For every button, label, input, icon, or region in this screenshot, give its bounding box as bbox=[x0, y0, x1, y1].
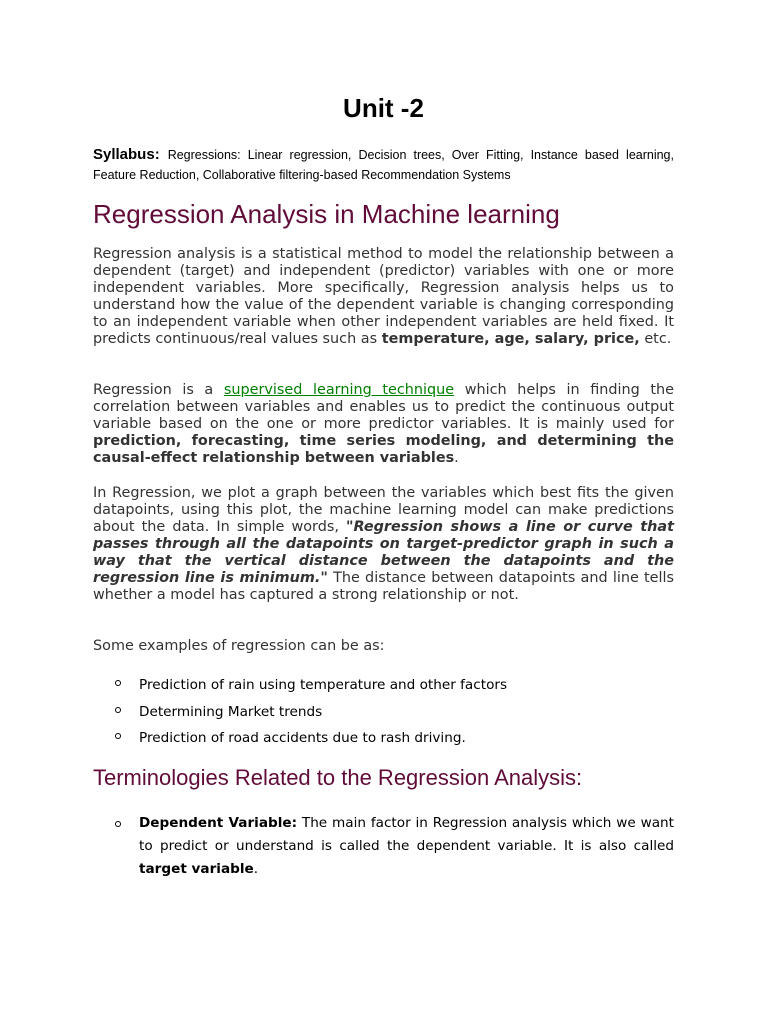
unit-title: Unit -2 bbox=[343, 93, 424, 123]
paragraph-graph bbox=[93, 485, 674, 604]
circle-bullet-icon bbox=[115, 821, 121, 827]
p2-after: which helps in finding the correlation between variables and enables us to predict the continuous output variable based on the one or more predictor variables. It is mainly used for bbox=[93, 382, 674, 432]
p3-quote-close: " bbox=[320, 570, 328, 586]
circle-bullet-icon bbox=[115, 733, 121, 739]
p1-bold: temperature, age, salary, price, bbox=[381, 331, 640, 347]
p2-bold: prediction, forecasting, time series modeling, and determining the causal-effect relationship between variables bbox=[93, 433, 674, 466]
p3-italic-quote: Regression shows a line or curve that passes through all the datapoints on target-predictor graph in such a way that the vertical distance between the datapoints and the regression line is minimum. bbox=[93, 519, 674, 586]
syllabus bbox=[93, 145, 674, 185]
paragraph-supervised bbox=[93, 382, 674, 467]
list-item bbox=[115, 703, 674, 721]
list-item bbox=[115, 729, 674, 747]
p3-after: The distance between datapoints and line tells whether a model has captured a strong relationship or not. bbox=[93, 570, 675, 603]
terms-list bbox=[115, 812, 674, 881]
example-text: Prediction of rain using temperature and other factors bbox=[139, 677, 508, 693]
paragraph-examples-intro: Some examples of regression can be as: bbox=[93, 638, 385, 654]
supervised-learning-link[interactable]: supervised learning technique bbox=[223, 382, 455, 398]
circle-bullet-icon bbox=[115, 707, 121, 713]
term-name: Dependent Variable: bbox=[139, 815, 298, 831]
example-text: Determining Market trends bbox=[139, 703, 323, 720]
syllabus-label: Syllabus: bbox=[93, 146, 160, 163]
p1-end: etc. bbox=[639, 331, 672, 347]
term-end: . bbox=[253, 861, 259, 877]
p2-before: Regression is a bbox=[93, 382, 224, 398]
syllabus-text: Regressions: Linear regression, Decision trees, Over Fitting, Instance based learning, Feature Reduction, Collaborative filtering-based Recommendation Systems bbox=[93, 148, 674, 182]
list-item bbox=[115, 676, 674, 694]
example-text: Prediction of road accidents due to rash driving. bbox=[139, 730, 466, 746]
p2-end: . bbox=[454, 450, 459, 466]
term-text: The main factor in Regression analysis which we want to predict or understand is called the dependent variable. It is also called bbox=[139, 815, 674, 854]
list-item bbox=[115, 812, 674, 881]
circle-bullet-icon bbox=[115, 680, 121, 686]
p3-before: In Regression, we plot a graph between the variables which best fits the given datapoints, using this plot, the machine learning model can make predictions about the data. In simple words, bbox=[93, 485, 674, 535]
term-bold: target variable bbox=[139, 861, 254, 877]
section-heading-terminologies: Terminologies Related to the Regression Analysis: bbox=[93, 765, 583, 790]
examples-list bbox=[115, 676, 674, 756]
p1-text: Regression analysis is a statistical method to model the relationship between a dependent (target) and independent (predictor) variables with one or more independent variables. More specifically, Regression analysis helps us to understand how the value of the dependent variable is changing corresponding to an independent variable when other independent variables are held fixed. It predicts continuous/real values such as bbox=[93, 246, 674, 347]
p3-quote-open: " bbox=[346, 519, 354, 535]
paragraph-definition bbox=[93, 246, 674, 348]
section-heading-regression: Regression Analysis in Machine learning bbox=[93, 199, 560, 229]
